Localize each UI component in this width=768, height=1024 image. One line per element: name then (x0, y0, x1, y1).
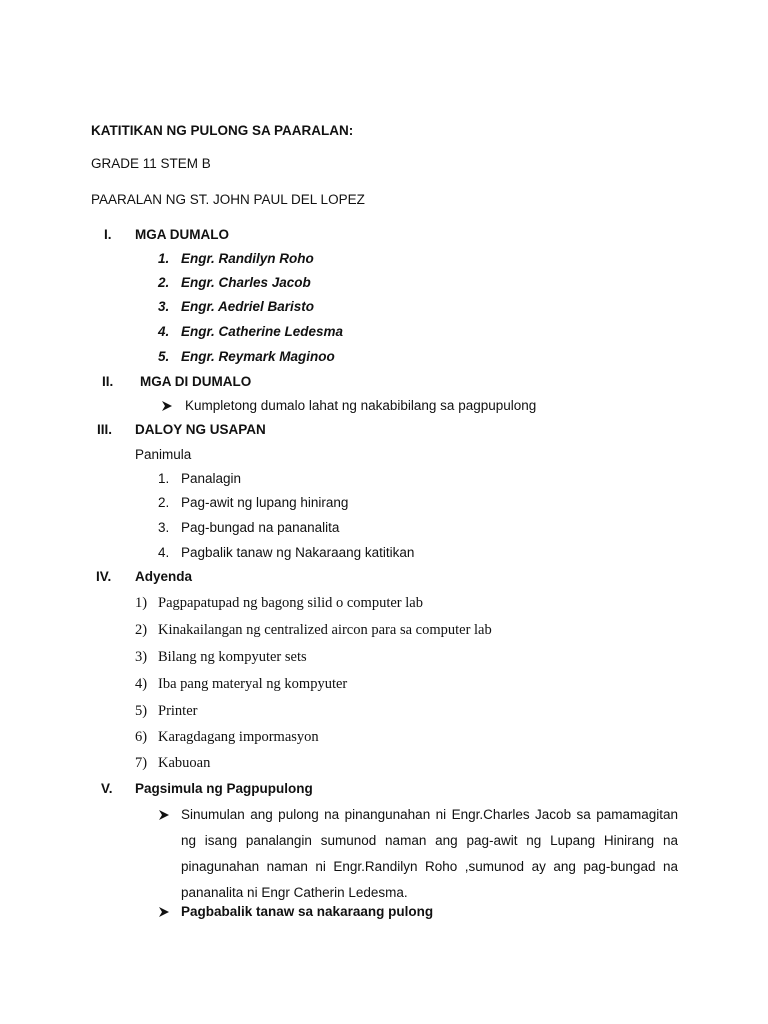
list-number: 1. (158, 471, 170, 486)
list-number: 1) (135, 595, 148, 611)
list-number: 4) (135, 676, 148, 692)
section-numeral: V. (101, 781, 113, 796)
list-item: Pagpapatupad ng bagong silid o computer lab (158, 595, 423, 611)
list-item: Karagdagang impormasyon (158, 729, 319, 745)
section-numeral: III. (97, 422, 113, 437)
list-number: 4. (158, 545, 170, 560)
list-number: 5. (158, 349, 170, 364)
list-number: 5) (135, 703, 148, 719)
subheading-opening: Panimula (135, 447, 192, 462)
list-number: 3. (158, 520, 170, 535)
section-heading-absentees: MGA DI DUMALO (140, 374, 252, 389)
list-number: 7) (135, 755, 148, 771)
meeting-start-paragraph: Sinumulan ang pulong na pinangunahan ni Engr.Charles Jacob sa pamamagitan ng isang panalangin sumunod naman ang pag-awit ng Lupang Hinirang na pinagunahan naman ni Engr.Randilyn Roho ,sumunod ay ang pag-bungad na pananalita ni Engr Catherin Ledesma. (181, 807, 678, 900)
list-number: 2. (158, 275, 170, 290)
section-heading-agenda: Adyenda (135, 569, 193, 584)
arrowhead-bullet-icon (157, 806, 171, 824)
list-number: 4. (158, 324, 170, 339)
section-heading-flow: DALOY NG USAPAN (135, 422, 266, 437)
grade-line: GRADE 11 STEM B (91, 156, 211, 171)
section-numeral: IV. (96, 569, 112, 584)
list-item: Kumpletong dumalo lahat ng nakabibilang sa pagpupulong (185, 398, 537, 413)
list-item: Pagbalik tanaw ng Nakaraang katitikan (181, 545, 415, 560)
section-heading-meeting-start: Pagsimula ng Pagpupulong (135, 781, 313, 796)
section-numeral: I. (104, 227, 112, 242)
list-item: Iba pang materyal ng kompyuter (158, 676, 348, 692)
arrowhead-bullet-icon (157, 903, 171, 921)
list-item: Bilang ng kompyuter sets (158, 649, 307, 665)
list-item: Engr. Catherine Ledesma (181, 324, 344, 339)
list-number: 2. (158, 495, 170, 510)
document-title: KATITIKAN NG PULONG SA PAARALAN: (91, 123, 354, 138)
list-item: Engr. Aedriel Baristo (181, 299, 315, 314)
subheading-previous-meeting-review: Pagbabalik tanaw sa nakaraang pulong (181, 904, 434, 919)
list-number: 3. (158, 299, 170, 314)
school-line: PAARALAN NG ST. JOHN PAUL DEL LOPEZ (91, 192, 365, 207)
list-number: 2) (135, 622, 148, 638)
section-heading-attendees: MGA DUMALO (135, 227, 229, 242)
list-number: 1. (158, 251, 170, 266)
list-item: Engr. Charles Jacob (181, 275, 311, 290)
list-item: Kinakailangan ng centralized aircon para sa computer lab (158, 622, 492, 638)
list-number: 6) (135, 729, 148, 745)
list-item: Engr. Randilyn Roho (181, 251, 314, 266)
list-number: 3) (135, 649, 148, 665)
list-item: Pag-awit ng lupang hinirang (181, 495, 349, 510)
list-item: Panalagin (181, 471, 242, 486)
section-numeral: II. (102, 374, 114, 389)
list-item: Printer (158, 703, 198, 719)
arrowhead-bullet-icon (160, 397, 174, 415)
list-item: Kabuoan (158, 755, 211, 771)
list-item: Pag-bungad na pananalita (181, 520, 340, 535)
list-item: Engr. Reymark Maginoo (181, 349, 335, 364)
